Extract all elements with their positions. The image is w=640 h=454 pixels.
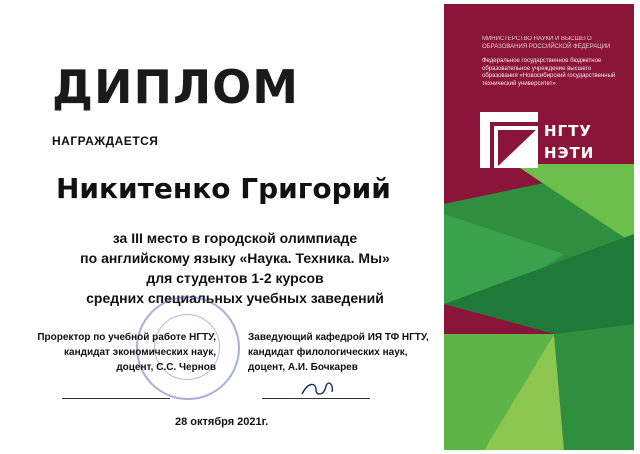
signatory-right-line: Заведующий кафедрой ИЯ ТФ НГТУ, [248, 332, 429, 343]
university-logo-icon [480, 112, 538, 168]
signatory-right-line: кандидат филологических наук, [248, 347, 408, 358]
signatory-left-line: Проректор по учебной работе НГТУ, [37, 332, 216, 343]
award-reason [40, 228, 430, 308]
logo-line: НГТУ [544, 122, 592, 140]
reason-line: по английскому языку «Наука. Техника. Мы» [80, 250, 390, 266]
signatory-left-line: кандидат экономических наук, [64, 347, 216, 358]
signatory-right [248, 330, 428, 375]
university-logo-text [544, 120, 594, 164]
reason-line: средних специальных учебных заведений [86, 290, 384, 306]
university-sidebar [444, 4, 634, 450]
diploma-title: ДИПЛОМ [52, 60, 300, 114]
reason-line: для студентов 1-2 курсов [146, 270, 324, 286]
signatory-left [36, 330, 216, 375]
signature-line-left [62, 398, 170, 399]
reason-line: за III место в городской олимпиаде [112, 230, 358, 246]
university-name: Федеральное государственное бюджетное образовательное учреждение высшего образования «Новосибирский государственный технический университет» [482, 58, 616, 87]
ministry-name: МИНИСТЕРСТВО НАУКИ И ВЫСШЕГО ОБРАЗОВАНИЯ РОССИЙСКОЙ ФЕДЕРАЦИИ [482, 36, 611, 50]
signatory-left-line: доцент, С.С. Чернов [116, 362, 216, 373]
issue-date: 28 октября 2021г. [175, 416, 269, 428]
signatory-right-line: доцент, А.И. Бочкарев [248, 362, 358, 373]
sidebar-text [482, 36, 627, 88]
awarded-label: НАГРАЖДАЕТСЯ [52, 134, 159, 148]
recipient-name: Никитенко Григорий [56, 172, 391, 205]
logo-line: НЭТИ [544, 144, 595, 162]
handwritten-signature [298, 378, 338, 400]
